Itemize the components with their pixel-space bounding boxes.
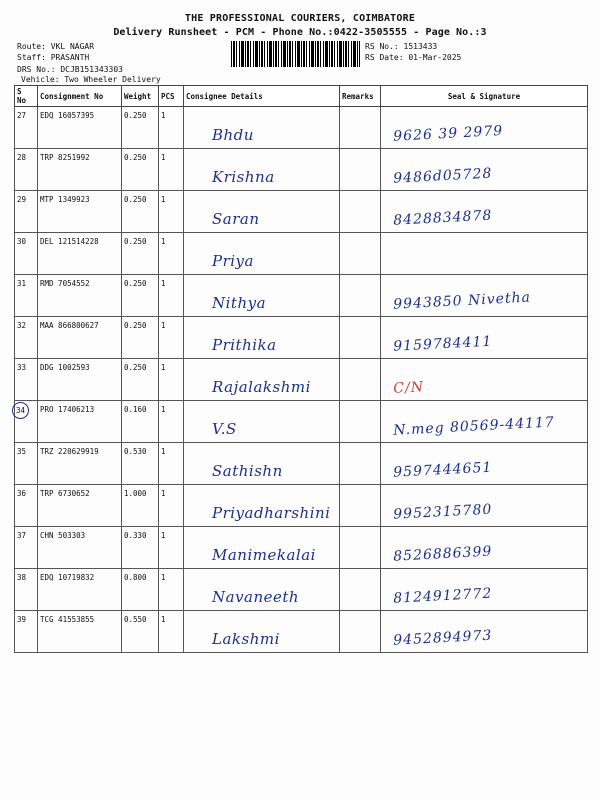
col-remarks: Remarks <box>340 86 381 107</box>
weight-cell: 0.160 <box>122 401 159 443</box>
consignee-handwriting: Saran <box>212 209 260 228</box>
consignee-handwriting: Priya <box>212 251 254 270</box>
consignee-cell <box>184 317 340 359</box>
table-row <box>15 569 588 611</box>
consignment-cell: TRZ 220629919 <box>38 443 122 485</box>
remarks-cell <box>340 191 381 233</box>
rs-date: RS Date: 01-Mar-2025 <box>365 53 462 62</box>
sno-cell: 30 <box>15 233 38 275</box>
pcs-cell: 1 <box>159 359 184 401</box>
remarks-cell <box>340 107 381 149</box>
consignee-handwriting: Navaneeth <box>212 587 300 606</box>
signature-handwriting: 9597444651 <box>392 459 493 481</box>
consignee-handwriting: Lakshmi <box>212 629 280 648</box>
consignee-cell <box>184 443 340 485</box>
sno-cell: 33 <box>15 359 38 401</box>
consignee-handwriting: Rajalakshmi <box>212 377 311 396</box>
seal-signature-cell <box>381 443 588 485</box>
consignee-cell <box>184 359 340 401</box>
consignment-cell: DEL 121514228 <box>38 233 122 275</box>
signature-handwriting: C/N <box>392 378 425 397</box>
consignee-cell <box>184 569 340 611</box>
consignee-cell <box>184 401 340 443</box>
table-row <box>15 401 588 443</box>
table-row <box>15 191 588 233</box>
route-label: Route: VKL NAGAR <box>17 42 95 51</box>
sno-cell: 27 <box>15 107 38 149</box>
remarks-cell <box>340 359 381 401</box>
remarks-cell <box>340 569 381 611</box>
seal-signature-cell <box>381 317 588 359</box>
col-consignee: Consignee Details <box>184 86 340 107</box>
table-row <box>15 317 588 359</box>
table-row <box>15 107 588 149</box>
weight-cell: 0.250 <box>122 317 159 359</box>
seal-signature-cell <box>381 527 588 569</box>
consignment-cell: RMD 7054552 <box>38 275 122 317</box>
sno-cell: 38 <box>15 569 38 611</box>
seal-signature-cell <box>381 401 588 443</box>
sno-cell: 31 <box>15 275 38 317</box>
consignment-cell: EDQ 16057395 <box>38 107 122 149</box>
weight-cell: 0.530 <box>122 443 159 485</box>
consignee-handwriting: Sathishn <box>212 461 283 480</box>
consignee-cell <box>184 485 340 527</box>
consignee-cell <box>184 149 340 191</box>
signature-handwriting: 9486d05728 <box>392 165 493 187</box>
seal-signature-cell <box>381 149 588 191</box>
remarks-cell <box>340 443 381 485</box>
signature-handwriting <box>381 244 587 263</box>
table-row <box>15 611 588 653</box>
consignment-cell: MAA 866800627 <box>38 317 122 359</box>
sno-cell: 35 <box>15 443 38 485</box>
sno-cell: 32 <box>15 317 38 359</box>
col-sno: S No <box>15 86 38 107</box>
pcs-cell: 1 <box>159 485 184 527</box>
remarks-cell <box>340 401 381 443</box>
pcs-cell: 1 <box>159 611 184 653</box>
sno-cell: 39 <box>15 611 38 653</box>
consignee-cell <box>184 527 340 569</box>
table-row <box>15 275 588 317</box>
seal-signature-cell <box>381 611 588 653</box>
weight-cell: 0.250 <box>122 149 159 191</box>
consignee-cell <box>184 611 340 653</box>
seal-signature-cell <box>381 107 588 149</box>
pcs-cell: 1 <box>159 149 184 191</box>
pcs-cell: 1 <box>159 275 184 317</box>
weight-cell: 0.250 <box>122 359 159 401</box>
pcs-cell: 1 <box>159 401 184 443</box>
seal-signature-cell <box>381 569 588 611</box>
circled-sno: 34 <box>12 402 29 419</box>
col-seal-signature: Seal & Signature <box>381 86 588 107</box>
remarks-cell <box>340 317 381 359</box>
table-row <box>15 359 588 401</box>
consignment-cell: PRO 17406213 <box>38 401 122 443</box>
signature-handwriting: 8124912772 <box>392 585 493 607</box>
consignment-cell: CHN 503303 <box>38 527 122 569</box>
consignee-cell <box>184 275 340 317</box>
consignee-handwriting: Bhdu <box>212 125 254 144</box>
signature-handwriting: 9452894973 <box>392 627 493 649</box>
consignee-handwriting: Nithya <box>212 293 267 312</box>
consignee-handwriting: Prithika <box>212 335 277 354</box>
signature-handwriting: N.meg 80569-44117 <box>392 413 556 439</box>
company-title: THE PROFESSIONAL COURIERS, COIMBATORE <box>184 13 416 24</box>
weight-cell: 0.250 <box>122 191 159 233</box>
weight-cell: 0.250 <box>122 107 159 149</box>
col-weight: Weight <box>122 86 159 107</box>
weight-cell: 0.250 <box>122 233 159 275</box>
seal-signature-cell <box>381 359 588 401</box>
consignment-cell: DDG 1002593 <box>38 359 122 401</box>
weight-cell: 0.800 <box>122 569 159 611</box>
seal-signature-cell <box>381 275 588 317</box>
consignee-handwriting: V.S <box>212 419 237 438</box>
consignee-cell <box>184 233 340 275</box>
remarks-cell <box>340 527 381 569</box>
sno-cell: 37 <box>15 527 38 569</box>
consignee-handwriting: Manimekalai <box>212 545 316 564</box>
consignment-cell: MTP 1349923 <box>38 191 122 233</box>
weight-cell: 1.000 <box>122 485 159 527</box>
sno-cell: 36 <box>15 485 38 527</box>
consignee-cell <box>184 107 340 149</box>
consignment-cell: TRP 8251992 <box>38 149 122 191</box>
consignee-handwriting: Krishna <box>212 167 275 186</box>
signature-handwriting: 9626 39 2979 <box>392 122 504 145</box>
sno-cell: 28 <box>15 149 38 191</box>
weight-cell: 0.550 <box>122 611 159 653</box>
drs-number: DRS No.: DCJB151343303 <box>17 65 123 74</box>
seal-signature-cell <box>381 191 588 233</box>
staff-label: Staff: PRASANTH <box>17 53 90 62</box>
pcs-cell: 1 <box>159 569 184 611</box>
consignee-handwriting: Priyadharshini <box>212 503 331 522</box>
signature-handwriting: 9943850 Nivetha <box>392 289 532 313</box>
table-row <box>15 527 588 569</box>
table-row <box>15 149 588 191</box>
pcs-cell: 1 <box>159 233 184 275</box>
table-row <box>15 485 588 527</box>
consignment-cell: EDQ 10719832 <box>38 569 122 611</box>
pcs-cell: 1 <box>159 527 184 569</box>
remarks-cell <box>340 233 381 275</box>
col-pcs: PCS <box>159 86 184 107</box>
runsheet-table <box>14 85 588 653</box>
signature-handwriting: 8526886399 <box>392 543 493 565</box>
sno-cell <box>15 401 38 443</box>
pcs-cell: 1 <box>159 443 184 485</box>
signature-handwriting: 9159784411 <box>392 333 493 355</box>
consignment-cell: TCG 41553855 <box>38 611 122 653</box>
weight-cell: 0.330 <box>122 527 159 569</box>
seal-signature-cell <box>381 233 588 275</box>
signature-handwriting: 9952315780 <box>392 501 493 523</box>
runsheet-subtitle: Delivery Runsheet - PCM - Phone No.:0422-3505555 - Page No.:3 <box>113 27 487 38</box>
table-header-row <box>15 86 588 107</box>
pcs-cell: 1 <box>159 191 184 233</box>
barcode <box>231 41 360 67</box>
remarks-cell <box>340 485 381 527</box>
pcs-cell: 1 <box>159 317 184 359</box>
vehicle-label: Vehicle: Two Wheeler Delivery <box>21 75 161 84</box>
col-consignment: Consignment No <box>38 86 122 107</box>
table-row <box>15 233 588 275</box>
signature-handwriting: 8428834878 <box>392 207 493 229</box>
rs-number: RS No.: 1513433 <box>365 42 438 51</box>
remarks-cell <box>340 275 381 317</box>
remarks-cell <box>340 611 381 653</box>
consignee-cell <box>184 191 340 233</box>
remarks-cell <box>340 149 381 191</box>
consignment-cell: TRP 6730652 <box>38 485 122 527</box>
table-row <box>15 443 588 485</box>
seal-signature-cell <box>381 485 588 527</box>
pcs-cell: 1 <box>159 107 184 149</box>
weight-cell: 0.250 <box>122 275 159 317</box>
sno-cell: 29 <box>15 191 38 233</box>
